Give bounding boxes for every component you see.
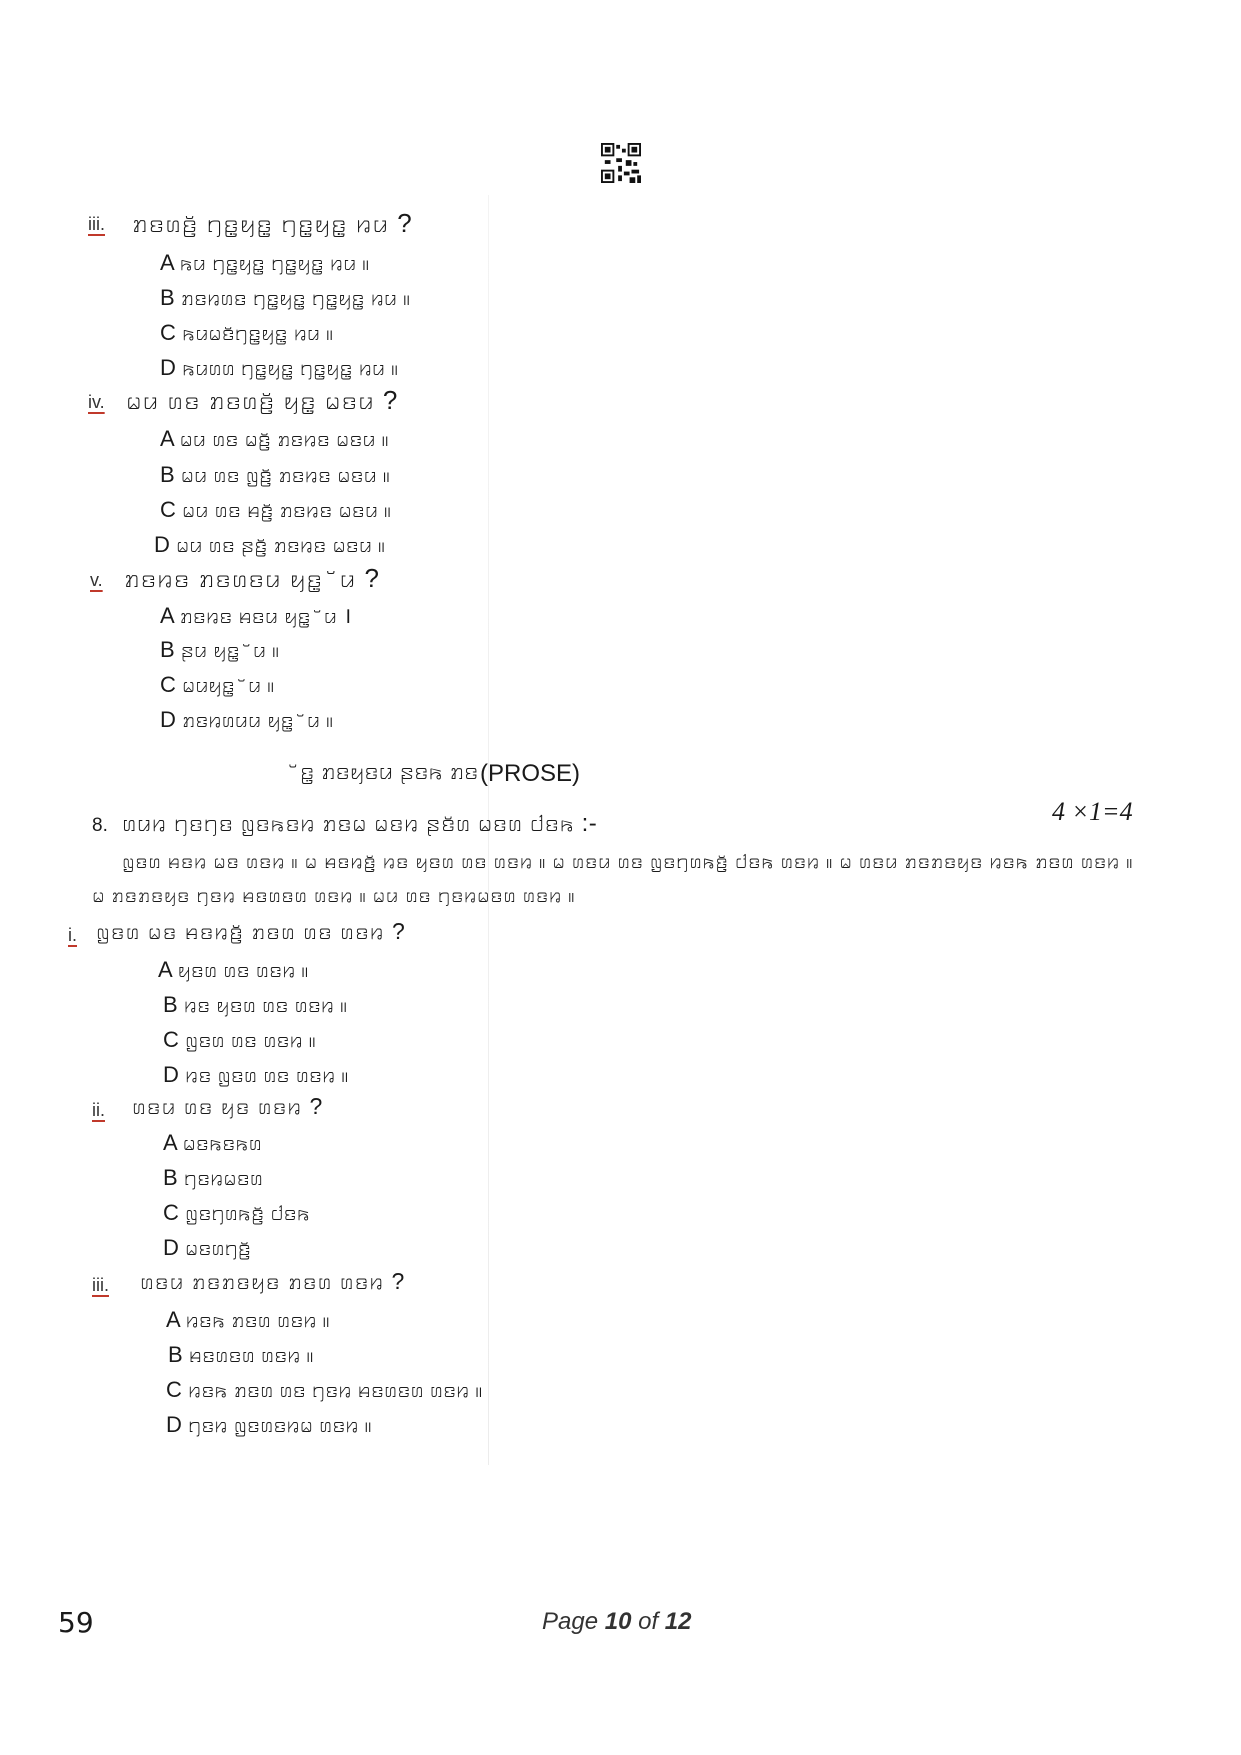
option-a: A ꤟꤢꤛ ꤛꤢ ꤛꤢꤙ ။ — [158, 957, 309, 982]
qr-code — [601, 143, 641, 183]
option-b: B ꤗꤣ ꤛꤢ ꤜꤢꤩ꤬ ꤊꤢꤙꤢ ꤗꤢꤣ ။ — [160, 462, 390, 487]
option-d: D ꤙꤢ ꤜꤢꤛ ꤛꤢ ꤛꤢꤙ ။ — [163, 1062, 349, 1087]
question-marker: iv. — [88, 392, 105, 412]
option-a: A ꤙꤢꤒ ꤊꤢꤛ ꤛꤢꤙ ။ — [166, 1307, 330, 1332]
page-of: of — [638, 1608, 659, 1635]
question-marker: iii. — [92, 1275, 109, 1295]
question-text: ꤛꤢꤣ ꤛꤢ ꤟꤢ ꤛꤢꤙ ? — [132, 1093, 324, 1119]
option-a: A ꤗꤣ ꤛꤢ ꤗꤢꤩ꤬ ꤊꤢꤙꤢ ꤗꤢꤣ ။ — [160, 426, 389, 451]
option-b: B ꤔꤣ ꤟꤢ꤭ ꤩꤣ ။ — [160, 637, 279, 662]
passage-line-1: ꤜꤢꤛ ꤌꤢꤙ ꤗꤢ ꤛꤢꤙ ။ ꤗ ꤌꤢꤙꤢꤩ꤬ ꤙꤢ ꤟꤢꤛ ꤛꤢ ꤛꤢꤙ ။ ꤗ ꤛꤢꤣ ꤛꤢ ꤜꤢꤚꤛꤒꤢꤩ꤬ ꤓꤢꤒ ꤛꤢꤙ ။ ꤗ ꤛꤢꤣ ꤊꤢꤊꤢꤟꤢ ꤙꤢꤒ ꤊꤢꤛ ꤛꤢꤙ ။ — [122, 850, 1134, 873]
question-text: ꤜꤢꤛ ꤗꤢ ꤌꤢꤙꤢꤩ꤬ ꤊꤢꤛ ꤛꤢ ꤛꤢꤙ ? — [96, 918, 406, 944]
passage-line-2: ꤗ ꤊꤢꤊꤢꤟꤢ ꤚꤢꤙ ꤌꤢꤛꤢꤛ ꤛꤢꤙ ။ ꤗꤣ ꤛꤢ ꤚꤢꤙꤗꤢꤛ ꤛꤢꤙ ။ — [92, 884, 576, 907]
option-d: D ꤚꤢꤙ ꤜꤢꤛꤢꤙꤗ ꤛꤢꤙ ။ — [166, 1412, 372, 1437]
option-d: D ꤒꤣꤛꤛ ꤚꤢ꤭ꤟꤢ꤭ ꤚꤢ꤭ꤟꤢ꤭ ꤙꤣ ။ — [160, 355, 398, 380]
question-marker: i. — [68, 925, 77, 945]
page-current: 10 — [604, 1608, 632, 1635]
option-a: A ꤗꤢꤒꤢꤒꤛ — [163, 1130, 262, 1155]
option-c: C ꤗꤣ ꤛꤢ ꤌꤢꤩ꤬ ꤊꤢꤙꤢ ꤗꤢꤣ ။ — [160, 497, 391, 522]
page-indicator — [542, 1608, 692, 1636]
option-c: C ꤙꤢꤒ ꤊꤢꤛ ꤛꤢ ꤚꤢꤙ ꤌꤢꤛꤢꤛ ꤛꤢꤙ ။ — [166, 1377, 483, 1402]
option-a: A ꤊꤢꤙꤢ ꤌꤢꤣ ꤟꤢ꤭ ꤩꤣ । — [160, 603, 352, 628]
option-c: C ꤒꤣꤗꤢꤩꤚꤢ꤭ꤟꤢ꤭ ꤙꤣ ။ — [160, 320, 333, 345]
question-marker: iii. — [88, 214, 105, 234]
question-text: ꤛꤢꤣ ꤊꤢꤊꤢꤟꤢ ꤊꤢꤛ ꤛꤢꤙ ? — [140, 1268, 406, 1294]
option-d: D ꤗꤣ ꤛꤢ ꤔꤢꤩ꤬ ꤊꤢꤙꤢ ꤗꤢꤣ ။ — [154, 532, 385, 557]
option-d: D ꤗꤢꤛꤚꤢꤩ꤬ — [163, 1235, 252, 1260]
question-text: ꤊꤢꤙꤢ ꤊꤢꤛꤢꤣ ꤟꤢ꤭ ꤩꤣ ? — [124, 563, 380, 593]
question-text: ꤊꤢꤛꤢꤩ꤬ ꤚꤢ꤭ꤟꤢ꤭ ꤚꤢ꤭ꤟꤢ꤭ ꤙꤣ ? — [132, 208, 413, 238]
option-c: C ꤜꤢꤚꤛꤒꤢꤩ꤬ ꤓꤢꤒ — [163, 1200, 310, 1225]
option-b: B ꤚꤢꤙꤗꤢꤛ — [163, 1165, 263, 1190]
marks-allocation: 4 ×1=4 — [1052, 797, 1133, 826]
question-marker: v. — [90, 570, 103, 590]
question-number: 8. — [92, 815, 108, 836]
question-instruction: ꤛꤣꤙ ꤚꤢꤚꤢ ꤜꤢꤒꤢꤙ ꤊꤢꤗ ꤗꤢꤙ ꤔꤢꤩꤛ ꤗꤢꤛ ꤓꤢꤒ :- — [122, 810, 598, 837]
question-text: ꤗꤣ ꤛꤢ ꤊꤢꤛꤢꤩ꤬ ꤟꤢ꤭ ꤗꤢꤣ ? — [126, 385, 399, 415]
question-marker: ii. — [92, 1100, 105, 1120]
option-c: C ꤜꤢꤛ ꤛꤢ ꤛꤢꤙ ။ — [163, 1027, 316, 1052]
option-c: C ꤗꤣꤟꤢ꤭ ꤩꤣ ။ — [160, 672, 274, 697]
option-d: D ꤊꤢꤙꤛꤣꤣ ꤟꤢ꤭ ꤩꤣ ။ — [160, 707, 333, 732]
option-a: A ꤒꤣ ꤚꤢ꤭ꤟꤢ꤭ ꤚꤢ꤭ꤟꤢ꤭ ꤙꤣ ။ — [160, 250, 370, 275]
section-heading-script: ꤩꤢ꤭ ꤊꤢꤟꤢꤣ ꤔꤢꤒ ꤊꤢ — [300, 758, 479, 785]
option-b: B ꤊꤢꤙꤛꤢ ꤚꤢ꤭ꤟꤢ꤭ ꤚꤢ꤭ꤟꤢ꤭ ꤙꤣ ။ — [160, 285, 410, 310]
page-word: Page — [542, 1608, 599, 1635]
section-heading-latin: (PROSE) — [480, 760, 581, 787]
page-code: 59 — [58, 1606, 94, 1639]
option-b: B ꤌꤢꤛꤢꤛ ꤛꤢꤙ ။ — [168, 1342, 314, 1367]
option-b: B ꤙꤢ ꤟꤢꤛ ꤛꤢ ꤛꤢꤙ ။ — [163, 992, 347, 1017]
page-total: 12 — [664, 1608, 692, 1635]
